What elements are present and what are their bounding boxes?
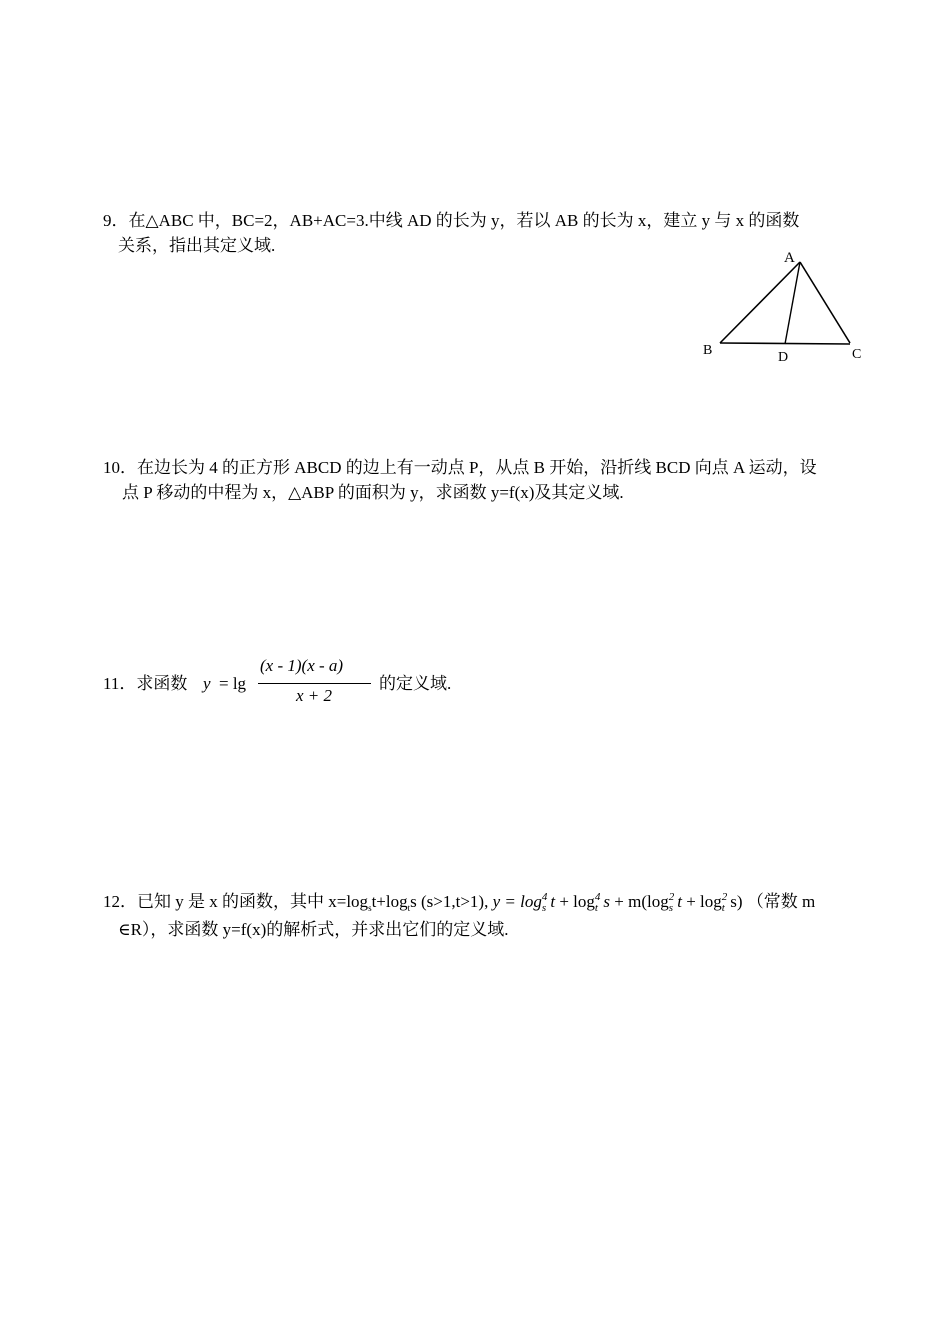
problem-9-number: 9． [103, 211, 129, 230]
formula-close: ) [736, 892, 743, 911]
exp-2: 2 [668, 891, 675, 904]
subscript-s: s [368, 903, 372, 913]
problem-11-number: 11． [103, 674, 137, 693]
formula-plus-m-log: + m(log [614, 892, 669, 911]
formula-plus-log-b: + log [686, 892, 722, 911]
log-base-s-exp-2 [669, 892, 675, 914]
problem-12-line-2: ∈R），求函数 y=f(x)的解析式，并求出它们的定义域. [118, 920, 509, 939]
side-ac [800, 262, 850, 343]
fraction-bar [258, 683, 371, 684]
log-base-t-exp-2 [722, 892, 728, 914]
problem-10-line-1 [103, 456, 817, 480]
problem-12-number: 12． [103, 892, 137, 911]
problem-12-line-1 [103, 890, 815, 916]
formula-numerator: (x - 1)(x - a) [260, 656, 344, 675]
exp-4: 4 [541, 891, 548, 904]
problem-10-line-2: 点 P 移动的中程为 x，△ABP 的面积为 y，求函数 y=f(x)及其定义域. [122, 483, 624, 502]
base-s-b: s [668, 902, 673, 915]
arg-s-b: s [730, 892, 737, 911]
formula-plus-log: + log [559, 892, 595, 911]
label-a: A [784, 250, 795, 266]
problem-12-text-b: t+log [371, 892, 408, 911]
exp-4-b: 4 [594, 891, 601, 904]
problem-10-text: 在边长为 4 的正方形 ABCD 的边上有一动点 P，从点 B 开始，沿折线 BCD 向点 A 运动，设 [137, 458, 817, 477]
problem-10-number: 10． [103, 458, 137, 477]
problem-9-line-1 [103, 209, 799, 233]
problem-12-tail: （常数 m [746, 892, 816, 911]
subscript-t: t [407, 903, 411, 913]
problem-9-text: 在△ABC 中，BC=2，AB+AC=3.中线 AD 的长为 y，若以 AB 的长为 x，建立 y 与 x 的函数 [128, 211, 800, 230]
base-t: t [594, 902, 598, 915]
label-c: C [852, 347, 862, 362]
log-base-s-exp-4 [542, 892, 548, 914]
base-s: s [541, 902, 547, 915]
problem-12-text-c: s (s>1,t>1), [410, 892, 489, 911]
problem-11-line [103, 672, 187, 696]
exp-2-b: 2 [721, 891, 728, 904]
base-t-b: t [721, 902, 725, 915]
problem-11-suffix: 的定义域. [379, 674, 452, 693]
arg-t: t [550, 892, 556, 911]
problem-9-line-2: 关系，指出其定义域. [118, 236, 276, 255]
formula-y-eq-log: y = log [492, 892, 542, 911]
problem-12-formula [492, 891, 747, 915]
problem-11-prefix: 求函数 [136, 674, 188, 693]
label-d: D [778, 350, 789, 365]
triangle-abc-figure [690, 245, 875, 370]
formula-eq-lg: = lg [219, 674, 247, 693]
arg-s: s [603, 892, 611, 911]
formula-denominator: x + 2 [296, 686, 333, 705]
log-base-t-exp-4 [595, 892, 601, 914]
label-b: B [703, 343, 713, 358]
problem-12-text-a: 已知 y 是 x 的函数，其中 x=log [137, 892, 369, 911]
arg-t-b: t [677, 892, 682, 911]
formula-y: y [203, 674, 211, 693]
